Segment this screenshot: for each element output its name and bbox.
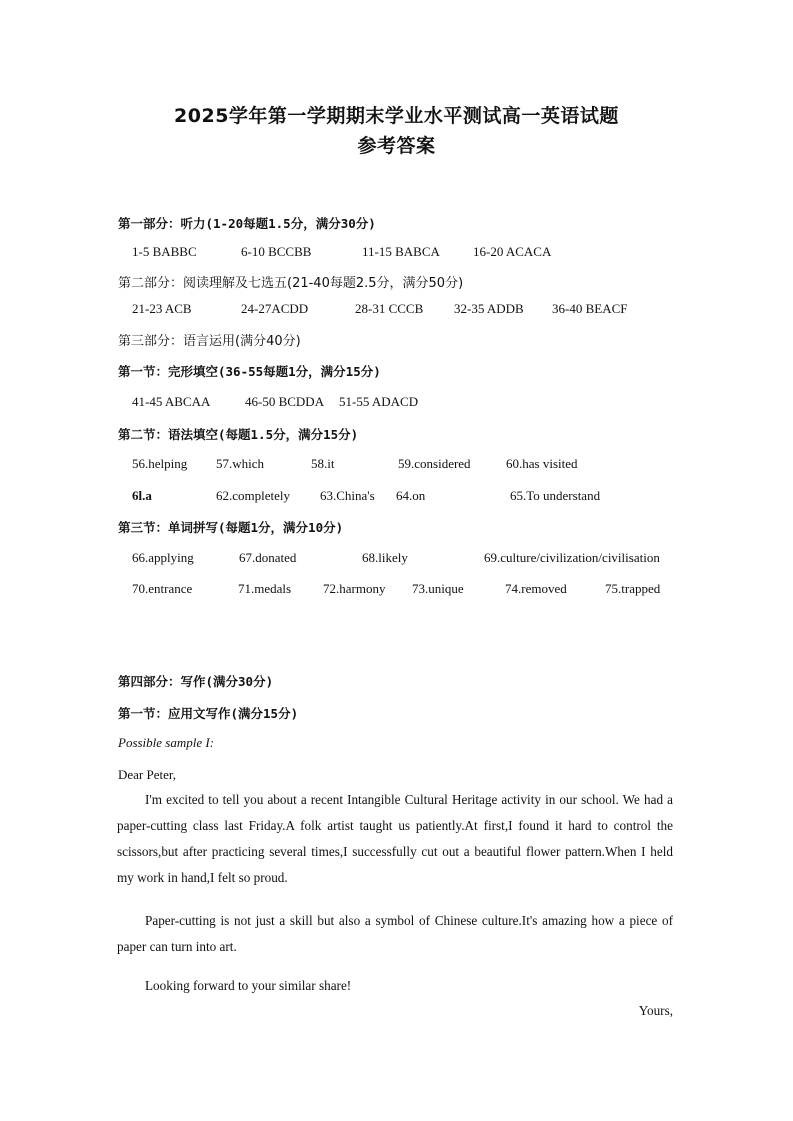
answer-group: 36-40 BEACF [552, 301, 628, 316]
answer-item: 6l.a [132, 488, 152, 503]
answer-item: 63.China's [320, 488, 375, 503]
part2-heading: 第二部分：阅读理解及七选五(21-40每题2.5分，满分50分) [118, 276, 464, 291]
part3-section2-heading: 第二节：语法填空(每题1.5分，满分15分) [118, 427, 359, 442]
page-subtitle: 参考答案 [357, 135, 436, 157]
part3-heading: 第三部分：语言运用(满分40分) [118, 334, 301, 349]
answer-item: 70.entrance [132, 581, 193, 596]
part4-heading: 第四部分：写作(满分30分) [118, 674, 274, 689]
letter-paragraph: Paper-cutting is not just a skill but also a symbol of Chinese culture.It's amazing how a piece of paper can turn into art. [117, 913, 673, 954]
answer-item: 72.harmony [323, 581, 386, 596]
part4-section1-heading: 第一节：应用文写作(满分15分) [118, 706, 299, 721]
part3-section3-heading: 第三节：单词拼写(每题1分，满分10分) [118, 520, 344, 535]
page-title: 2025学年第一学期期末学业水平测试高一英语试题 [174, 105, 619, 127]
answer-group: 51-55 ADACD [339, 394, 419, 409]
answer-item: 60.has visited [506, 456, 578, 471]
sample-label: Possible sample I: [118, 735, 215, 750]
answer-group: 24-27ACDD [241, 301, 309, 316]
answer-group: 32-35 ADDB [454, 301, 524, 316]
answer-group: 21-23 ACB [132, 301, 192, 316]
part3-section1-heading: 第一节：完形填空(36-55每题1分，满分15分) [118, 364, 381, 379]
answer-item: 64.on [396, 488, 426, 503]
answer-item: 74.removed [505, 581, 567, 596]
answer-item: 68.likely [362, 550, 408, 565]
part1-heading: 第一部分：听力(1-20每题1.5分，满分30分) [118, 216, 376, 231]
answer-group: 16-20 ACACA [473, 244, 552, 259]
answer-item: 67.donated [239, 550, 297, 565]
letter-greeting: Dear Peter, [118, 767, 176, 782]
answer-item: 71.medals [238, 581, 292, 596]
answer-item: 66.applying [132, 550, 194, 565]
answer-item: 65.To understand [510, 488, 601, 503]
answer-group: 41-45 ABCAA [132, 394, 211, 409]
answer-item: 59.considered [398, 456, 471, 471]
answer-group: 28-31 CCCB [355, 301, 424, 316]
answer-item: 62.completely [216, 488, 291, 503]
answer-item: 58.it [311, 456, 335, 471]
answer-item: 57.which [216, 456, 265, 471]
answer-group: 46-50 BCDDA [245, 394, 325, 409]
answer-item: 75.trapped [605, 581, 661, 596]
answer-group: 11-15 BABCA [362, 244, 440, 259]
answer-item: 73.unique [412, 581, 464, 596]
letter-paragraph: Looking forward to your similar share! [145, 978, 352, 993]
letter-paragraph: I'm excited to tell you about a recent Intangible Cultural Heritage activity in our school. We had a paper-cutting class last Friday.A folk artist taught us patiently.At first,I found it hard to control the scissors,but after practicing several times,I successfully cut out a beautiful flower pattern.When I held my work in hand,I felt so proud. [117, 792, 673, 885]
answer-item: 69.culture/civilization/civilisation [484, 550, 660, 565]
letter-closing: Yours, [638, 1003, 673, 1018]
answer-group: 1-5 BABBC [132, 244, 197, 259]
answer-item: 56.helping [132, 456, 188, 471]
answer-group: 6-10 BCCBB [241, 244, 312, 259]
